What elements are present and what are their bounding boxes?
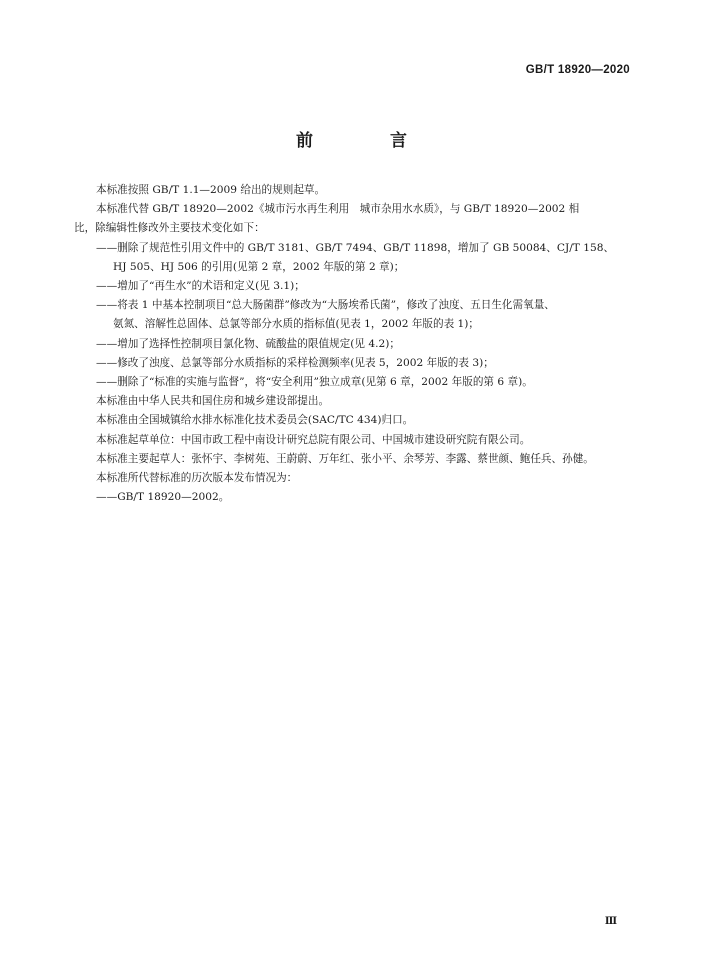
change-item-references-cont: HJ 505、HJ 506 的引用(见第 2 章，2002 年版的第 2 章)；	[113, 260, 405, 273]
paragraph-technical-committee: 本标准由全国城镇给水排水标准化技术委员会(SAC/TC 434)归口。	[96, 414, 414, 427]
preface-body	[74, 181, 634, 507]
change-item-sampling-frequency: ——修改了浊度、总氯等部分水质指标的采样检测频率(见表 5，2002 年版的表 3)；	[96, 356, 494, 369]
paragraph-drafting-units: 本标准起草单位：中国市政工程中南设计研究总院有限公司、中国城市建设研究院有限公司。	[96, 433, 531, 446]
change-item-table1-indicators-cont: 氨氮、溶解性总固体、总氯等部分水质的指标值(见表 1，2002 年版的表 1)；	[113, 318, 480, 331]
standard-code: GB/T 18920—2020	[525, 64, 630, 76]
page-title: 前 言	[296, 131, 437, 151]
change-item-table1-indicators: ——将表 1 中基本控制项目“总大肠菌群”修改为“大肠埃希氏菌”，修改了浊度、五日生化需氧量、	[96, 299, 555, 312]
change-item-safe-use-chapter: ——删除了“标准的实施与监督”，将“安全利用”独立成章(见第 6 章，2002 年版的第 6 章)。	[96, 376, 533, 389]
paragraph-previous-editions: 本标准所代替标准的历次版本发布情况为：	[96, 472, 298, 485]
change-item-chloride-sulfate: ——增加了选择性控制项目氯化物、硫酸盐的限值规定(见 4.2)；	[96, 337, 400, 350]
paragraph-drafting-rules: 本标准按照 GB/T 1.1—2009 给出的规则起草。	[96, 184, 326, 196]
change-item-reclaimed-water-term: ——增加了“再生水”的术语和定义(见 3.1)；	[96, 280, 305, 293]
change-item-references: ——删除了规范性引用文件中的 GB/T 3181、GB/T 7494、GB/T 11898，增加了 GB 50084、CJ/T 158、	[96, 241, 615, 254]
previous-edition-item: ——GB/T 18920—2002。	[96, 491, 230, 504]
paragraph-replaces-line1: 本标准代替 GB/T 18920—2002《城市污水再生利用 城市杂用水水质》，与 GB/T 18920—2002 相	[96, 203, 580, 216]
page-number: Ⅲ	[604, 916, 617, 927]
paragraph-main-drafters: 本标准主要起草人：张怀宇、李树苑、王蔚蔚、万年红、张小平、余琴芳、李露、蔡世颜、鲍任兵、孙健。	[96, 452, 594, 465]
paragraph-replaces-line2: 比，除编辑性修改外主要技术变化如下：	[74, 222, 265, 235]
paragraph-proposed-by: 本标准由中华人民共和国住房和城乡建设部提出。	[96, 395, 330, 408]
